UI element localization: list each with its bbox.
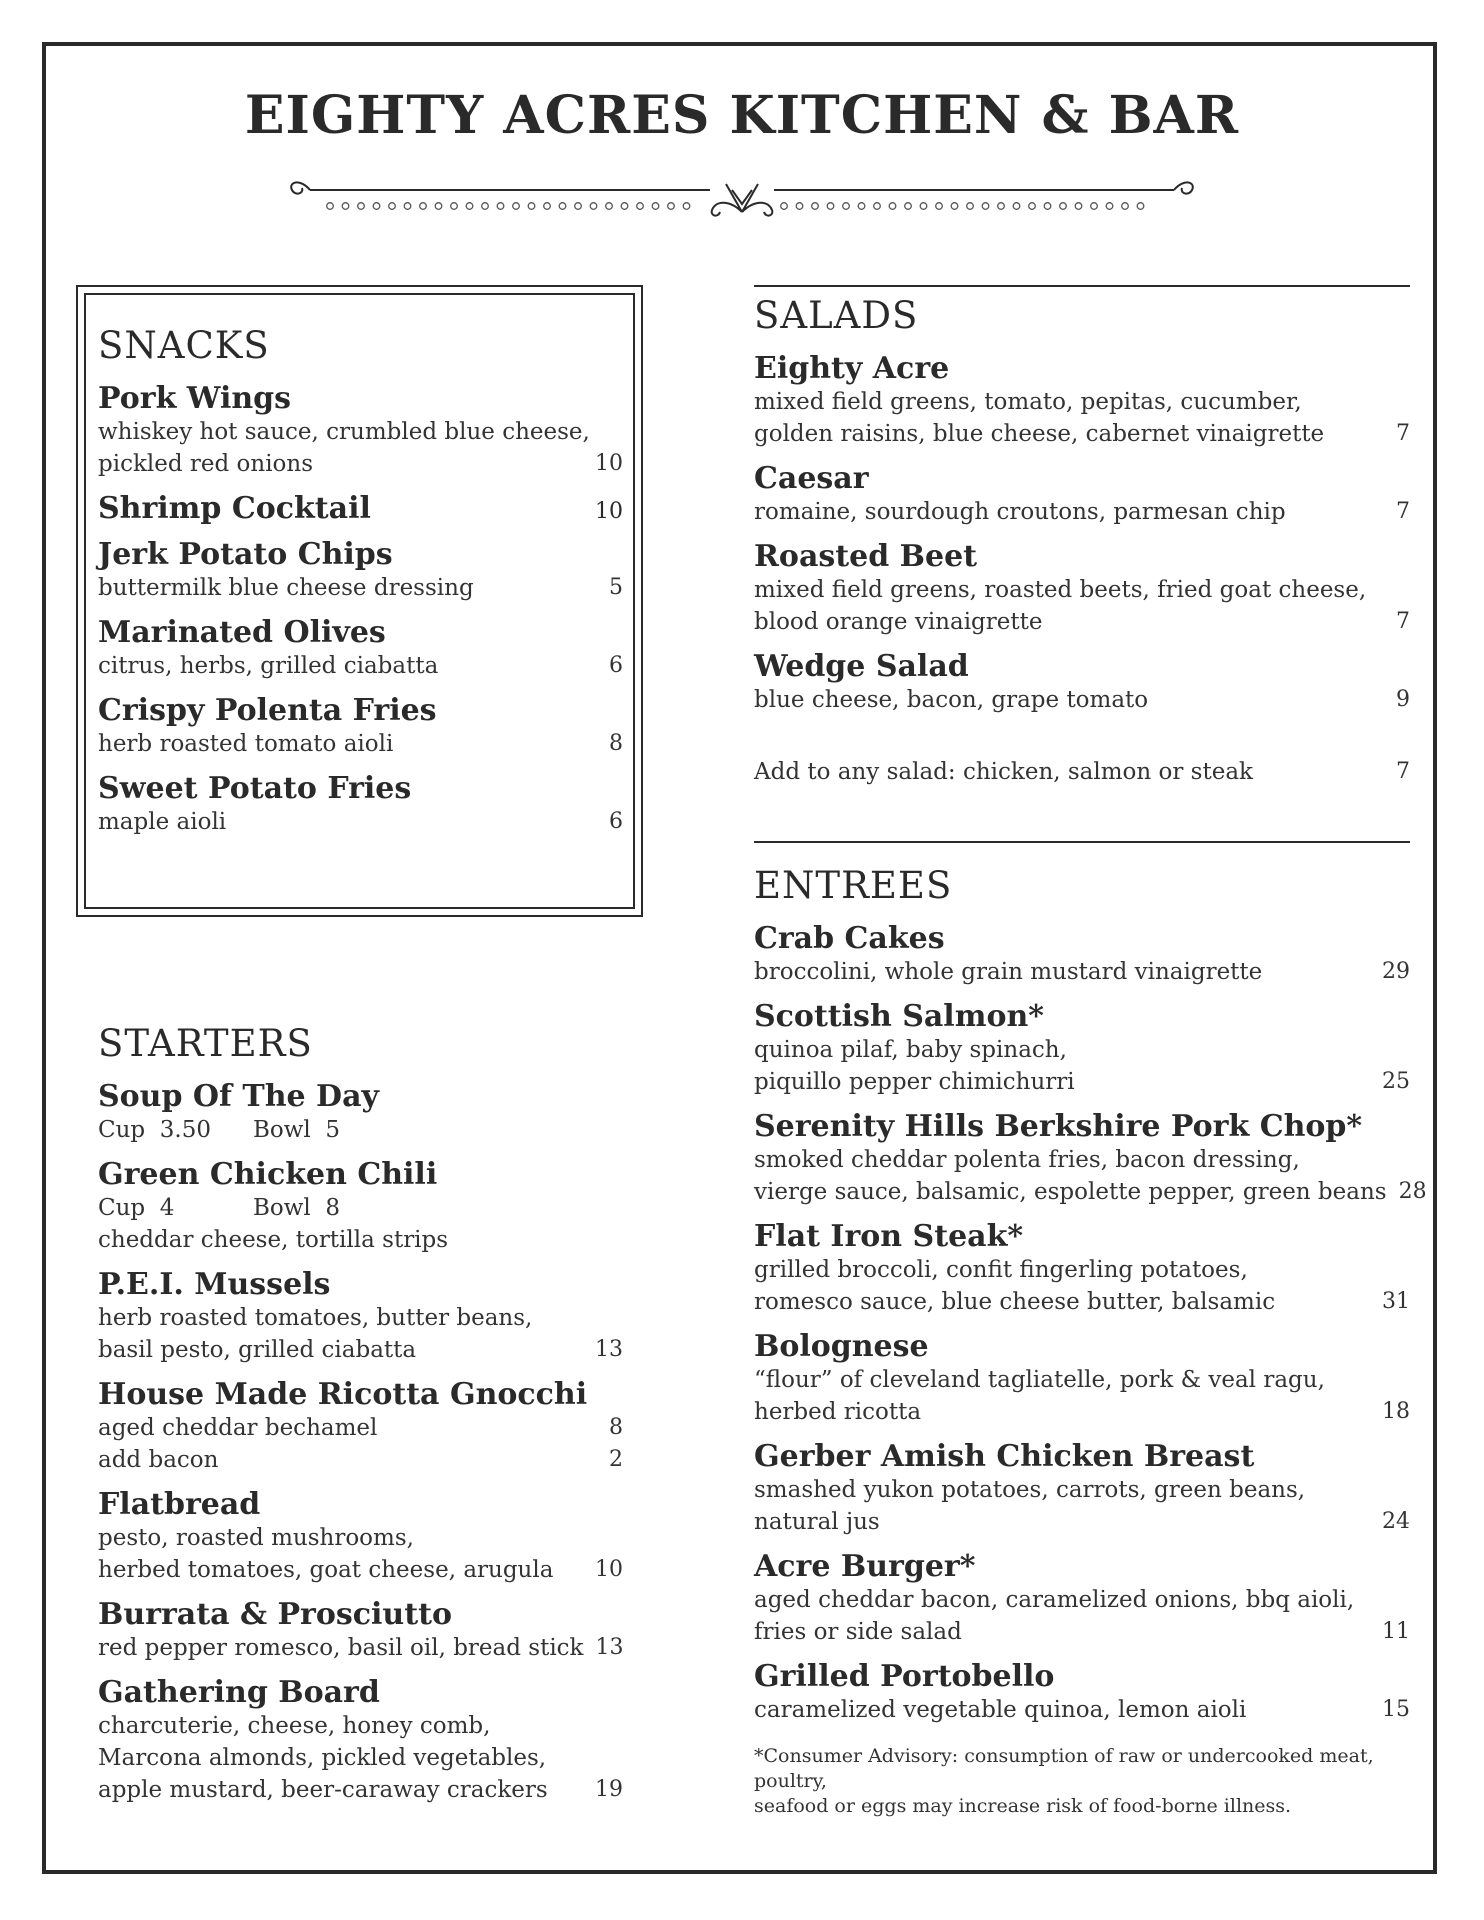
item-price: 10 bbox=[595, 499, 623, 524]
item-description: cheddar cheese, tortilla strips bbox=[98, 1227, 449, 1253]
item-description bbox=[754, 1506, 1410, 1538]
menu-item bbox=[98, 694, 623, 760]
ornament-dot bbox=[1075, 203, 1082, 210]
item-price: 13 bbox=[595, 1337, 623, 1362]
menu-item bbox=[754, 1109, 1427, 1208]
item-name: House Made Ricotta Gnocchi bbox=[98, 1377, 588, 1412]
ornament-dot bbox=[575, 203, 582, 210]
menu-item bbox=[754, 1660, 1410, 1726]
item-description bbox=[754, 574, 1410, 606]
restaurant-title: EIGHTY ACRES KITCHEN & BAR bbox=[244, 85, 1240, 146]
description-line: golden raisins, blue cheese, cabernet vinaigrette bbox=[754, 421, 1325, 447]
item-description bbox=[754, 1034, 1410, 1066]
ornament-dot bbox=[874, 203, 881, 210]
item-price: 25 bbox=[1382, 1069, 1410, 1094]
ornament-dot bbox=[420, 203, 427, 210]
salads-top-rule bbox=[754, 285, 1410, 287]
description-line: charcuterie, cheese, honey comb, bbox=[98, 1713, 491, 1739]
ornament-dot bbox=[590, 203, 597, 210]
bowl-price: 5 bbox=[325, 1117, 341, 1143]
cup-label: Cup bbox=[98, 1195, 146, 1221]
item-price: 11 bbox=[1382, 1619, 1410, 1644]
item-description bbox=[754, 1396, 1410, 1428]
bowl-label: Bowl bbox=[253, 1117, 311, 1143]
item-description bbox=[98, 1302, 623, 1334]
consumer-advisory bbox=[754, 1744, 1410, 1819]
item-description bbox=[754, 1616, 1410, 1648]
item-description bbox=[754, 606, 1410, 638]
item-description bbox=[98, 1334, 623, 1366]
item-name: Wedge Salad bbox=[754, 649, 969, 684]
ornament-dot bbox=[1106, 203, 1113, 210]
ornament-dot bbox=[451, 203, 458, 210]
item-price: 8 bbox=[609, 1415, 623, 1440]
item-price: 13 bbox=[595, 1635, 624, 1660]
description-line: basil pesto, grilled ciabatta bbox=[98, 1337, 417, 1363]
item-name: Crab Cakes bbox=[754, 921, 945, 956]
ornament-dot bbox=[497, 203, 504, 210]
item-price: 10 bbox=[595, 1557, 623, 1582]
description-line: pickled red onions bbox=[98, 451, 314, 477]
item-name: Scottish Salmon* bbox=[754, 999, 1044, 1034]
menu-item-chili bbox=[98, 1158, 623, 1256]
item-price: 6 bbox=[609, 809, 623, 834]
ornament-dot bbox=[621, 203, 628, 210]
item-description bbox=[754, 684, 1410, 716]
item-price: 9 bbox=[1396, 687, 1410, 712]
item-description bbox=[754, 1176, 1427, 1208]
item-description bbox=[98, 1632, 623, 1664]
item-description bbox=[754, 1364, 1410, 1396]
cup-bowl-prices bbox=[98, 1114, 623, 1146]
ornament-dot bbox=[389, 203, 396, 210]
description-line: mixed field greens, tomato, pepitas, cucumber, bbox=[754, 389, 1302, 415]
menu-item bbox=[98, 1268, 623, 1366]
ornament-dot bbox=[668, 203, 675, 210]
menu-item bbox=[754, 922, 1410, 988]
ornament-dot bbox=[1091, 203, 1098, 210]
advisory-line: *Consumer Advisory: consumption of raw or undercooked meat, poultry, bbox=[754, 1745, 1374, 1792]
description-line: caramelized vegetable quinoa, lemon aioli bbox=[754, 1697, 1247, 1723]
menu-item bbox=[754, 1330, 1410, 1428]
cup-price: 4 bbox=[159, 1195, 175, 1221]
ornament-dot bbox=[1137, 203, 1144, 210]
ornament-dot bbox=[982, 203, 989, 210]
ornament-dot bbox=[920, 203, 927, 210]
item-description bbox=[754, 1474, 1410, 1506]
item-price: 7 bbox=[1396, 609, 1410, 634]
item-name: P.E.I. Mussels bbox=[98, 1267, 331, 1302]
salads-heading: SALADS bbox=[754, 294, 919, 337]
ornament-dot bbox=[466, 203, 473, 210]
item-price: 7 bbox=[1396, 421, 1410, 446]
item-price: 18 bbox=[1382, 1399, 1410, 1424]
item-name: Gathering Board bbox=[98, 1675, 380, 1710]
description-line: mixed field greens, roasted beets, fried goat cheese, bbox=[754, 577, 1367, 603]
bowl-label: Bowl bbox=[253, 1195, 311, 1221]
ornament-dot bbox=[967, 203, 974, 210]
addon-text: add bacon bbox=[98, 1447, 219, 1473]
ornament-dot bbox=[936, 203, 943, 210]
menu-item bbox=[98, 1598, 623, 1664]
item-description bbox=[754, 1694, 1410, 1726]
description-line: herb roasted tomato aioli bbox=[98, 731, 394, 757]
item-price: 31 bbox=[1382, 1289, 1410, 1314]
item-name: Flatbread bbox=[98, 1487, 261, 1522]
description-line: smoked cheddar polenta fries, bacon dressing, bbox=[754, 1147, 1300, 1173]
cup-label: Cup bbox=[98, 1117, 146, 1143]
menu-item bbox=[98, 492, 623, 526]
description-line: citrus, herbs, grilled ciabatta bbox=[98, 653, 439, 679]
item-name: Pork Wings bbox=[98, 381, 292, 416]
item-description bbox=[98, 1774, 623, 1806]
description-line: blood orange vinaigrette bbox=[754, 609, 1043, 635]
item-description bbox=[98, 416, 623, 448]
ornament-dot bbox=[559, 203, 566, 210]
menu-item bbox=[98, 1676, 623, 1806]
ornament-dot bbox=[812, 203, 819, 210]
item-price: 28 bbox=[1398, 1179, 1427, 1204]
item-description bbox=[98, 572, 623, 604]
ornament-dot bbox=[683, 203, 690, 210]
item-name: Shrimp Cocktail bbox=[98, 491, 371, 526]
menu-item bbox=[754, 352, 1410, 450]
cup-price: 3.50 bbox=[159, 1117, 211, 1143]
item-name: Caesar bbox=[754, 461, 869, 496]
bowl-price: 8 bbox=[325, 1195, 341, 1221]
ornament-dot bbox=[1013, 203, 1020, 210]
item-price: 8 bbox=[609, 731, 623, 756]
ornament-dot bbox=[889, 203, 896, 210]
item-description bbox=[754, 386, 1410, 418]
ornament-dot bbox=[373, 203, 380, 210]
item-name: Eighty Acre bbox=[754, 351, 950, 386]
description-line: smashed yukon potatoes, carrots, green beans, bbox=[754, 1477, 1306, 1503]
item-addon bbox=[98, 1444, 623, 1476]
advisory-line: seafood or eggs may increase risk of food-borne illness. bbox=[754, 1795, 1292, 1817]
item-name: Sweet Potato Fries bbox=[98, 771, 412, 806]
menu-item bbox=[754, 1220, 1410, 1318]
item-description bbox=[98, 1412, 623, 1444]
item-description bbox=[98, 728, 623, 760]
snacks-heading: SNACKS bbox=[98, 324, 270, 367]
ornament-dot bbox=[342, 203, 349, 210]
description-line: romaine, sourdough croutons, parmesan chip bbox=[754, 499, 1286, 525]
item-price: 19 bbox=[595, 1777, 623, 1802]
description-line: fries or side salad bbox=[754, 1619, 962, 1645]
item-description bbox=[754, 956, 1410, 988]
item-price: 24 bbox=[1382, 1509, 1410, 1534]
ornament-dot bbox=[796, 203, 803, 210]
item-name: Burrata & Prosciutto bbox=[98, 1597, 452, 1632]
starters-section bbox=[98, 1020, 623, 1806]
item-name: Crispy Polenta Fries bbox=[98, 693, 437, 728]
description-line: red pepper romesco, basil oil, bread stick bbox=[98, 1635, 584, 1661]
item-name: Green Chicken Chili bbox=[98, 1157, 438, 1192]
item-name: Acre Burger* bbox=[754, 1549, 976, 1584]
description-line: maple aioli bbox=[98, 809, 227, 835]
entrees-heading: ENTREES bbox=[754, 864, 953, 907]
item-price: 6 bbox=[609, 653, 623, 678]
menu-item bbox=[754, 1440, 1410, 1538]
item-price: 7 bbox=[1396, 499, 1410, 524]
salad-addon bbox=[754, 756, 1410, 788]
menu-item-soup bbox=[98, 1080, 623, 1146]
description-line: natural jus bbox=[754, 1509, 880, 1535]
item-name: Gerber Amish Chicken Breast bbox=[754, 1439, 1255, 1474]
description-line: whiskey hot sauce, crumbled blue cheese, bbox=[98, 419, 590, 445]
ornament-dot bbox=[544, 203, 551, 210]
menu-item bbox=[98, 1488, 623, 1586]
ornament-dot bbox=[781, 203, 788, 210]
ornament-dot bbox=[652, 203, 659, 210]
description-line: broccolini, whole grain mustard vinaigrette bbox=[754, 959, 1263, 985]
entrees-section bbox=[754, 862, 1427, 1819]
description-line: herb roasted tomatoes, butter beans, bbox=[98, 1305, 533, 1331]
menu-item bbox=[98, 538, 623, 604]
menu-item bbox=[98, 616, 623, 682]
ornament-dot bbox=[905, 203, 912, 210]
description-line: romesco sauce, blue cheese butter, balsamic bbox=[754, 1289, 1276, 1315]
ornament-dot bbox=[827, 203, 834, 210]
ornament-dot bbox=[1029, 203, 1036, 210]
entrees-top-rule bbox=[754, 841, 1410, 843]
description-line: pesto, roasted mushrooms, bbox=[98, 1525, 414, 1551]
item-price: 15 bbox=[1382, 1697, 1410, 1722]
ornament-dot bbox=[358, 203, 365, 210]
item-description bbox=[98, 448, 623, 480]
item-description bbox=[98, 650, 623, 682]
description-line: piquillo pepper chimichurri bbox=[754, 1069, 1075, 1095]
item-name: Marinated Olives bbox=[98, 615, 386, 650]
ornament-dot bbox=[1060, 203, 1067, 210]
item-price: 10 bbox=[595, 451, 623, 476]
description-line: apple mustard, beer-caraway crackers bbox=[98, 1777, 548, 1803]
item-description bbox=[98, 806, 623, 838]
description-line: herbed tomatoes, goat cheese, arugula bbox=[98, 1557, 554, 1583]
description-line: grilled broccoli, confit fingerling potatoes, bbox=[754, 1257, 1248, 1283]
item-description bbox=[754, 1584, 1410, 1616]
flourish-divider-icon bbox=[280, 160, 1204, 226]
item-description bbox=[98, 1554, 623, 1586]
description-line: aged cheddar bechamel bbox=[98, 1415, 378, 1441]
ornament-dot bbox=[404, 203, 411, 210]
ornament-dot bbox=[998, 203, 1005, 210]
item-name: Jerk Potato Chips bbox=[98, 537, 393, 572]
ornament-dot bbox=[327, 203, 334, 210]
item-name: Grilled Portobello bbox=[754, 1659, 1055, 1694]
description-line: Marcona almonds, pickled vegetables, bbox=[98, 1745, 547, 1771]
ornament-dot bbox=[435, 203, 442, 210]
item-description bbox=[754, 418, 1410, 450]
item-description bbox=[98, 1522, 623, 1554]
description-line: herbed ricotta bbox=[754, 1399, 922, 1425]
ornament-dot bbox=[858, 203, 865, 210]
ornament-dot bbox=[951, 203, 958, 210]
ornament-dot bbox=[528, 203, 535, 210]
description-line: buttermilk blue cheese dressing bbox=[98, 575, 474, 601]
description-line: aged cheddar bacon, caramelized onions, bbq aioli, bbox=[754, 1587, 1355, 1613]
item-description bbox=[98, 1742, 623, 1774]
item-name: Serenity Hills Berkshire Pork Chop* bbox=[754, 1109, 1363, 1144]
salads-section bbox=[754, 292, 1410, 788]
item-name: Soup Of The Day bbox=[98, 1079, 379, 1114]
description-line: vierge sauce, balsamic, espolette pepper, green beans bbox=[754, 1179, 1387, 1205]
snacks-section bbox=[98, 322, 623, 838]
menu-item bbox=[754, 1000, 1410, 1098]
menu-item bbox=[754, 540, 1410, 638]
ornament-dot bbox=[843, 203, 850, 210]
ornament-dot bbox=[1122, 203, 1129, 210]
ornament-dot bbox=[1044, 203, 1051, 210]
menu-item bbox=[98, 1378, 623, 1476]
ornament-dot bbox=[606, 203, 613, 210]
starters-heading: STARTERS bbox=[98, 1022, 313, 1065]
item-description bbox=[754, 1254, 1410, 1286]
item-price: 29 bbox=[1382, 959, 1410, 984]
menu-item bbox=[98, 772, 623, 838]
addon-price: 2 bbox=[609, 1447, 623, 1472]
item-description bbox=[98, 1710, 623, 1742]
ornament-dot bbox=[513, 203, 520, 210]
menu-item bbox=[98, 382, 623, 480]
addon-text: Add to any salad: chicken, salmon or steak bbox=[754, 759, 1253, 785]
item-name: Roasted Beet bbox=[754, 539, 978, 574]
description-line: “flour” of cleveland tagliatelle, pork & veal ragu, bbox=[754, 1367, 1325, 1393]
description-line: quinoa pilaf, baby spinach, bbox=[754, 1037, 1067, 1063]
item-description bbox=[754, 1286, 1410, 1318]
description-line: blue cheese, bacon, grape tomato bbox=[754, 687, 1149, 713]
menu-item bbox=[754, 1550, 1410, 1648]
item-price: 5 bbox=[609, 575, 623, 600]
item-description bbox=[754, 496, 1410, 528]
ornament-dot bbox=[482, 203, 489, 210]
item-description bbox=[754, 1066, 1410, 1098]
item-name: Flat Iron Steak* bbox=[754, 1219, 1024, 1254]
menu-item bbox=[754, 650, 1410, 716]
ornament-dot bbox=[637, 203, 644, 210]
item-description bbox=[754, 1144, 1410, 1176]
item-name: Bolognese bbox=[754, 1329, 929, 1364]
addon-price: 7 bbox=[1396, 759, 1410, 784]
cup-bowl-prices bbox=[98, 1192, 623, 1224]
menu-item bbox=[754, 462, 1410, 528]
